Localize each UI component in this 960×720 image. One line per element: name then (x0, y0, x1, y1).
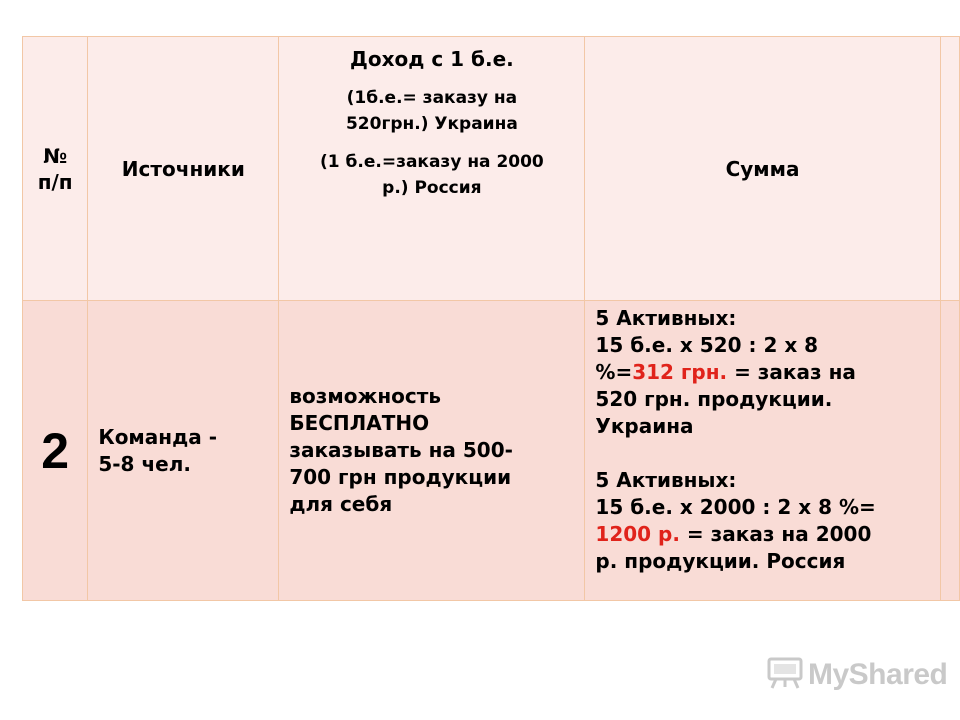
header-sources: Источники (88, 37, 279, 301)
row-income-line: 700 грн продукции (289, 465, 512, 489)
sum-ru-amount: 1200 р. (595, 522, 680, 546)
logo-text: MyShared (808, 658, 948, 691)
presentation-board-icon (766, 656, 804, 694)
myshared-logo (766, 656, 947, 694)
row-sum (585, 301, 940, 601)
row-income-line: возможность (289, 384, 442, 408)
sum-ru-line: 5 Активных: (595, 468, 737, 492)
header-income-line: (1б.е.= заказу на (346, 88, 518, 108)
header-income-title: Доход с 1 б.е. (350, 47, 514, 71)
table-header-row (23, 37, 960, 301)
header-number (23, 37, 88, 301)
row-income-line: для себя (289, 492, 393, 516)
header-income (279, 37, 585, 301)
row-income-line: БЕСПЛАТНО (289, 411, 430, 435)
sum-ru-post: = заказ на 2000 (679, 522, 872, 546)
row-income-line: заказывать на 500- (289, 438, 513, 462)
sum-ua-line (595, 359, 939, 386)
row-source-line: Команда - (98, 424, 218, 449)
row-source (88, 301, 279, 601)
header-sum: Сумма (585, 37, 940, 301)
row-income (279, 301, 585, 601)
sum-ru-line: 15 б.е. х 2000 : 2 х 8 %= (595, 495, 876, 519)
sum-ua-line: 520 грн. продукции. (595, 387, 833, 411)
sum-ua-pre: %= (595, 360, 633, 384)
row-number: 2 (23, 301, 88, 601)
sum-ua-line: 5 Активных: (595, 306, 737, 330)
row-empty-cell (940, 301, 959, 601)
sum-ua-line: 15 б.е. х 520 : 2 х 8 (595, 333, 819, 357)
header-number-pp: п/п (37, 169, 73, 194)
sum-ru-line (595, 521, 939, 548)
sum-ua-post: = заказ на (727, 360, 856, 384)
row-source-line: 5-8 чел. (98, 451, 191, 476)
table-row (23, 301, 960, 601)
header-number-sign: № (43, 143, 68, 168)
header-income-line: р.) Россия (382, 178, 482, 198)
income-table (22, 36, 960, 601)
sum-ua-amount: 312 грн. (632, 360, 728, 384)
header-income-line: (1 б.е.=заказу на 2000 (320, 152, 544, 172)
sum-ua-line: Украина (595, 414, 694, 438)
header-income-line: 520грн.) Украина (345, 114, 518, 134)
header-empty-cell (940, 37, 959, 301)
sum-ru-line: р. продукции. Россия (595, 549, 846, 573)
